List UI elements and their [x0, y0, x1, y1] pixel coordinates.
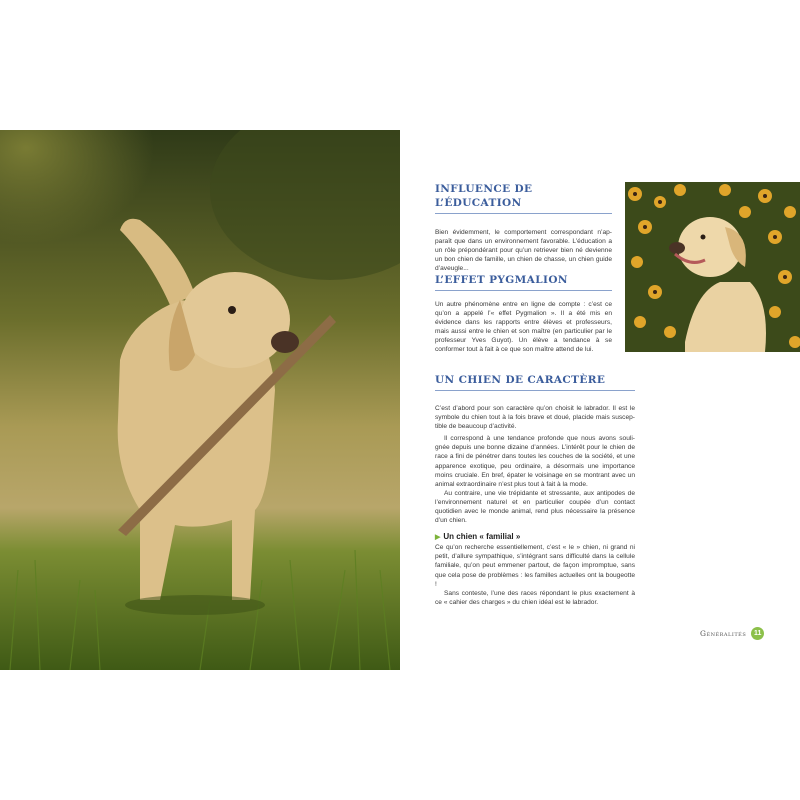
subheading-familial — [435, 531, 635, 543]
subheading-familial-text: Un chien « familial » — [443, 532, 521, 542]
section-education — [435, 182, 612, 273]
paragraph-pygmalion: Un autre phénomène entre en ligne de compte : c’est ce qu’on a appelé l’« effet Pygmalion ». Il a été mis en évidence dans les rapports entre élèves et professeurs, mais aussi entre le chien et son maître (en particulier par le professeur Yves Guyot). Un élève a tendance à se conformer tout à fait à ce que son maître attend de lui. — [435, 301, 612, 354]
arrow-icon: ▶ — [435, 534, 441, 542]
photo-labrador-with-stick — [0, 130, 400, 670]
paragraph-education: Bien évidemment, le comportement correspondant n’apparaît que dans un environnement favorable. L’éducation a un rôle prépondérant pour qu’un retriever bien né devienne un bon chien de famille, un chien de chasse, un chien guide d’aveugle... — [435, 229, 612, 273]
heading-caractere: UN CHIEN DE CARACTÈRE — [435, 373, 635, 391]
paragraph-familial-2: Sans conteste, l’une des races répondant le plus exactement à ce « cahier des charges » du chien idéal est le labrador. — [435, 589, 635, 606]
paragraph-caractere-2: Il correspond à une tendance profonde que nous avons soulignée depuis une bonne dizaine d’années. L’intérêt pour le chien de race a fini de pénétrer dans toutes les couches de la société, et une apparence exotique, peu ordinaire, a désormais une importance moins cruciale. En bref, épater le voisinage en se montrant avec un animal extraordinaire n’est plus tout à fait à la mode. — [435, 435, 635, 488]
paragraph-familial-1: Ce qu’on recherche essentiellement, c’est « le » chien, ni grand ni petit, d’allure sympathique, s’intégrant sans difficulté dans la cellule familiale, qu’on peut emmener partout, de façon impromptue, sans que cela pose de problèmes : les familles actuelles ont la bougeotte ! — [435, 544, 635, 588]
heading-education: INFLUENCE DE L’ÉDUCATION — [435, 182, 612, 214]
section-caractere — [435, 373, 635, 607]
footer-section-label: Généralités — [700, 628, 747, 638]
heading-pygmalion: L’EFFET PYGMALION — [435, 273, 612, 291]
subsection-familial — [435, 531, 635, 607]
photo-labrador-in-flowers — [625, 182, 800, 352]
page-footer — [700, 625, 764, 641]
page-number-badge: 11 — [751, 627, 764, 640]
paragraph-caractere-1: C’est d’abord pour son caractère qu’on choisit le labrador. Il est le symbole du chien tout à la fois brave et doué, placide mais susceptible de beaucoup d’activité. — [435, 405, 635, 431]
paragraph-caractere-3: Au contraire, une vie trépidante et stressante, aux antipodes de l’environnement naturel et en particulier coupée d’un contact quotidien avec le monde animal, rend plus nécessaire la présence d’un chien. — [435, 489, 635, 525]
section-pygmalion — [435, 273, 612, 355]
